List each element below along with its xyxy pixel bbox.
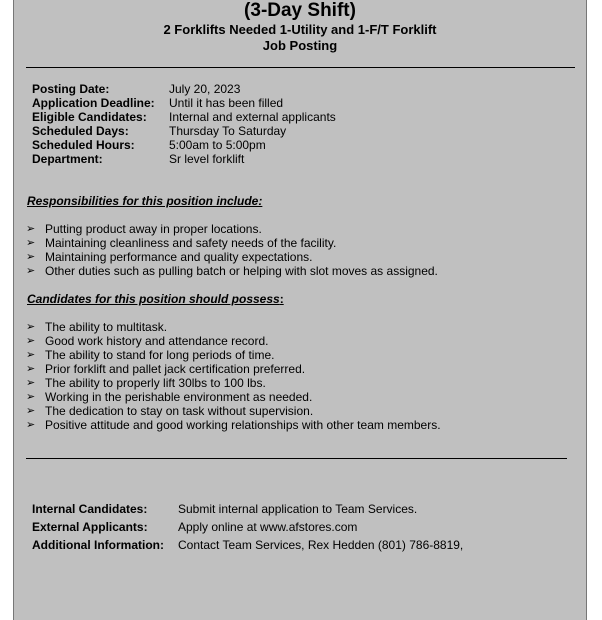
detail-value: Sr level forklift <box>169 152 245 166</box>
contact-value: Apply online at www.afstores.com <box>178 520 358 534</box>
arrow-bullet-icon: ➢ <box>26 391 36 403</box>
detail-value: 5:00am to 5:00pm <box>169 138 266 152</box>
posting-label: Job Posting <box>262 38 338 53</box>
contact-label: Internal Candidates: <box>32 502 148 516</box>
shift-title: (3-Day Shift) <box>244 0 356 21</box>
bottom-divider <box>26 458 567 459</box>
top-divider <box>26 67 575 68</box>
arrow-bullet-icon: ➢ <box>26 251 36 263</box>
arrow-bullet-icon: ➢ <box>26 377 36 389</box>
qualifications-heading: Candidates for this position should possess: <box>27 292 284 306</box>
arrow-bullet-icon: ➢ <box>26 335 36 347</box>
posting-subtitle: 2 Forklifts Needed 1-Utility and 1-F/T Forklift <box>163 22 437 37</box>
detail-label: Posting Date: <box>32 82 110 96</box>
detail-label: Department: <box>32 152 103 166</box>
contact-label: External Applicants: <box>32 520 148 534</box>
contact-value: Contact Team Services, Rex Hedden (801) 786-8819, <box>178 538 464 552</box>
responsibilities-heading: Responsibilities for this position include: <box>27 194 263 208</box>
detail-value: July 20, 2023 <box>169 82 241 96</box>
detail-label: Scheduled Days: <box>32 124 129 138</box>
arrow-bullet-icon: ➢ <box>26 237 36 249</box>
arrow-bullet-icon: ➢ <box>26 265 36 277</box>
contact-label: Additional Information: <box>32 538 164 552</box>
detail-value: Until it has been filled <box>169 96 284 110</box>
arrow-bullet-icon: ➢ <box>26 349 36 361</box>
arrow-bullet-icon: ➢ <box>26 223 36 235</box>
arrow-bullet-icon: ➢ <box>26 363 36 375</box>
detail-value: Internal and external applicants <box>169 110 336 124</box>
arrow-bullet-icon: ➢ <box>26 419 36 431</box>
detail-label: Eligible Candidates: <box>32 110 147 124</box>
contact-value: Submit internal application to Team Services. <box>178 502 418 516</box>
arrow-bullet-icon: ➢ <box>26 405 36 417</box>
arrow-bullet-icon: ➢ <box>26 321 36 333</box>
detail-value: Thursday To Saturday <box>169 124 287 138</box>
detail-label: Scheduled Hours: <box>32 138 135 152</box>
job-posting-page: (3-Day Shift) 2 Forklifts Needed 1-Utility and 1-F/T Forklift Job Posting Posting Date: July 20, 2023 Application Deadline: Until it has been filled Eligible Candidates: Internal and external applicants Scheduled Days: Thursday To Saturday Scheduled Hours: 5:00am to 5:00pm Department: Sr level forklift Responsibilities for this position include: ➢ Putting product away in proper locations. ➢ Maintaining cleanliness and safety needs of the facility. ➢ Maintaining performance and quality expectations. ➢ Other duties such as pulling batch or helping with slot moves as assigned. Candidates for this position should possess: ➢ The ability to multitask. ➢ Good work history and attendance record. ➢ The ability to stand for long periods of time. ➢ Prior forklift and pallet jack certification preferred. ➢ The ability to properly lift 30lbs to 100 lbs. ➢ Working in the perishable environment as needed. ➢ The dedication to stay on task without supervision. ➢ Positive attitude and good working relationships with other team members. Internal Candidates: Submit internal application to Team Services. External Applicants: Apply online at www.afstores.com Additional Information: Contact Team Services, Rex Hedden (801) 786-8819, <box>13 0 587 620</box>
detail-label: Application Deadline: <box>32 96 155 110</box>
